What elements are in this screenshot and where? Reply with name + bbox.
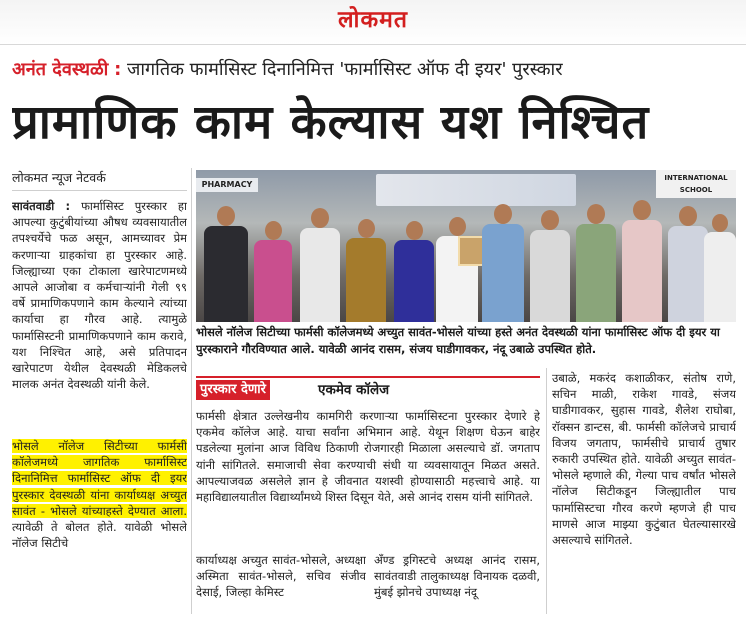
section-label-dark: एकमेव कॉलेज <box>318 382 390 398</box>
byline-rule <box>12 190 187 191</box>
highlighted-text: भोसले नॉलेज सिटीच्या फार्मसी कॉलेजमध्ये जागतिक फार्मासिस्ट दिनानिमित्त फार्मासिस्ट ऑफ दी इयर पुरस्कार देवस्थळी यांना कार्याध्यक्ष अच्युत सावंत - भोसले यांच्याहस्ते देण्यात आला. <box>12 439 187 518</box>
kicker-separator: : <box>114 59 122 80</box>
photo-person <box>482 204 524 322</box>
photo-person <box>204 206 248 322</box>
article-mid-body: फार्मसी क्षेत्रात उल्लेखनीय कामगिरी करणाऱ्या फार्मासिस्टना पुरस्कार देणारे हे एकमेव कॉलेज आहे. याचा सर्वांना अभिमान आहे. येथून शिक्षण घेऊन बाहेर पडलेल्या मुलांना आज विविध ठिकाणी रोजगारही मिळाला असल्याचे डॉ. जगताप यांनी सांगितले. समाजाची सेवा करण्याची संधी या व्यवसायातून मिळत असते. आपल्याजवळ असलेले ज्ञान हे जीवनात यशस्वी होण्यासाठी महत्त्वाचे आहे. या महाविद्यालयातील विद्यार्थ्यांमध्ये शिस्त दिसून येते, असे आनंद रासम यांनी सांगितले. <box>196 409 540 505</box>
award-plaque <box>458 236 484 266</box>
photo-person <box>394 221 434 322</box>
photo-person <box>576 204 616 322</box>
article-left-column <box>12 198 187 434</box>
byline: लोकमत न्यूज नेटवर्क <box>12 170 106 185</box>
photo-person <box>530 210 570 322</box>
event-photo <box>196 170 736 322</box>
photo-person <box>668 206 708 322</box>
photo-sign-pharmacy: PHARMACY <box>196 178 258 192</box>
article-mid-column-b: अँण्ड ड्रगिस्टचे अध्यक्ष आनंद रासम, सावंतवाडी तालुकाध्यक्ष विनायक दळवी, मुंबई झोनचे उपाध्यक्ष नंदू <box>374 553 540 600</box>
newspaper-logo: लोकमत <box>337 6 409 33</box>
article-left-tail: त्यावेळी ते बोलत होते. यावेळी भोसले नॉलेज सिटीचे <box>12 520 187 551</box>
article-left-body: फार्मासिस्ट पुरस्कार हा आपल्या कुटुंबीयांच्या औषध व्यवसायातील तपश्चर्येचे फळ असून, आमच्यावर प्रेम करणाऱ्या ग्राहकांचा हा पुरस्कार आहे. जिल्ह्याच्या एका टोकाला खारेपाटणमध्ये आपले आजोबा व कर्मचाऱ्यांनी गेली ९९ वर्षे प्रामाणिकपणाने काम केल्याने त्यांच्या कार्याचा हा गौरव आहे. त्यामुळे फार्मासिस्टनी प्रामाणिकपणाने काम करावे, यश निश्चित आहे, असे प्रतिपादन खारेपाटण येथील देवस्थळी मेडिकलचे मालक अनंत देवस्थळी यांनी केले. <box>12 199 187 392</box>
photo-person <box>622 200 662 322</box>
kicker-line <box>12 56 732 84</box>
photo-caption: भोसले नॉलेज सिटीच्या फार्मसी कॉलेजमध्ये अच्युत सावंत-भोसले यांच्या हस्ते अनंत देवस्थळी यांना फार्मासिस्ट ऑफ दी इयर या पुरस्काराने गौरविण्यात आले. यावेळी आनंद रासम, संजय घाडीगावकर, नंदू उबाळे उपस्थित होते. <box>196 325 720 356</box>
photo-person <box>300 208 340 322</box>
photo-person <box>704 214 736 322</box>
column-divider <box>191 168 192 614</box>
article-right-column: उबाळे, मकरंद कशाळीकर, संतोष राणे, सचिन माळी, राकेश गावडे, संजय घाडीगावकर, सुहास गावडे, शैलेश राघोबा, रॉक्सन डान्टस, बी. फार्मसी कॉलेजचे प्राचार्य विजय जगताप, फार्मसीचे प्राचार्य तुषार रुकारी उपस्थित होते. यावेळी अच्युत सावंत-भोसले म्हणाले की, गेल्या पाच वर्षांत भोसले नॉलेज सिटीकडून जिल्ह्यातील पाच फार्मासिस्टचा गौरव करणे म्हणजे ही पाच माणसे आज माझ्या कुटुंबात घेतल्यासारखे असल्याचे सांगितले. <box>552 371 736 548</box>
column-divider <box>546 368 547 614</box>
photo-person <box>254 221 292 322</box>
article-mid-column-a: कार्याध्यक्ष अच्युत सावंत-भोसले, अध्यक्षा अस्मिता सावंत-भोसले, सचिव संजीव देसाई, जिल्हा केमिस्ट <box>196 553 366 600</box>
kicker-subtitle: जागतिक फार्मासिस्ट दिनानिमित्त 'फार्मासिस्ट ऑफ दी इयर' पुरस्कार <box>127 59 563 80</box>
section-label-red: पुरस्कार देणारे <box>196 380 270 400</box>
article-left-highlight-block <box>12 438 187 612</box>
photo-sign-school: INTERNATIONAL SCHOOL <box>656 170 736 198</box>
photo-person <box>436 217 478 322</box>
section-header <box>196 376 540 402</box>
photo-person <box>346 219 386 322</box>
masthead <box>0 0 746 45</box>
headline: प्रामाणिक काम केल्यास यश निश्चित <box>12 95 650 150</box>
dateline: सावंतवाडी : <box>12 199 71 213</box>
photo-banner <box>376 174 576 206</box>
kicker-author: अनंत देवस्थळी <box>12 59 109 80</box>
